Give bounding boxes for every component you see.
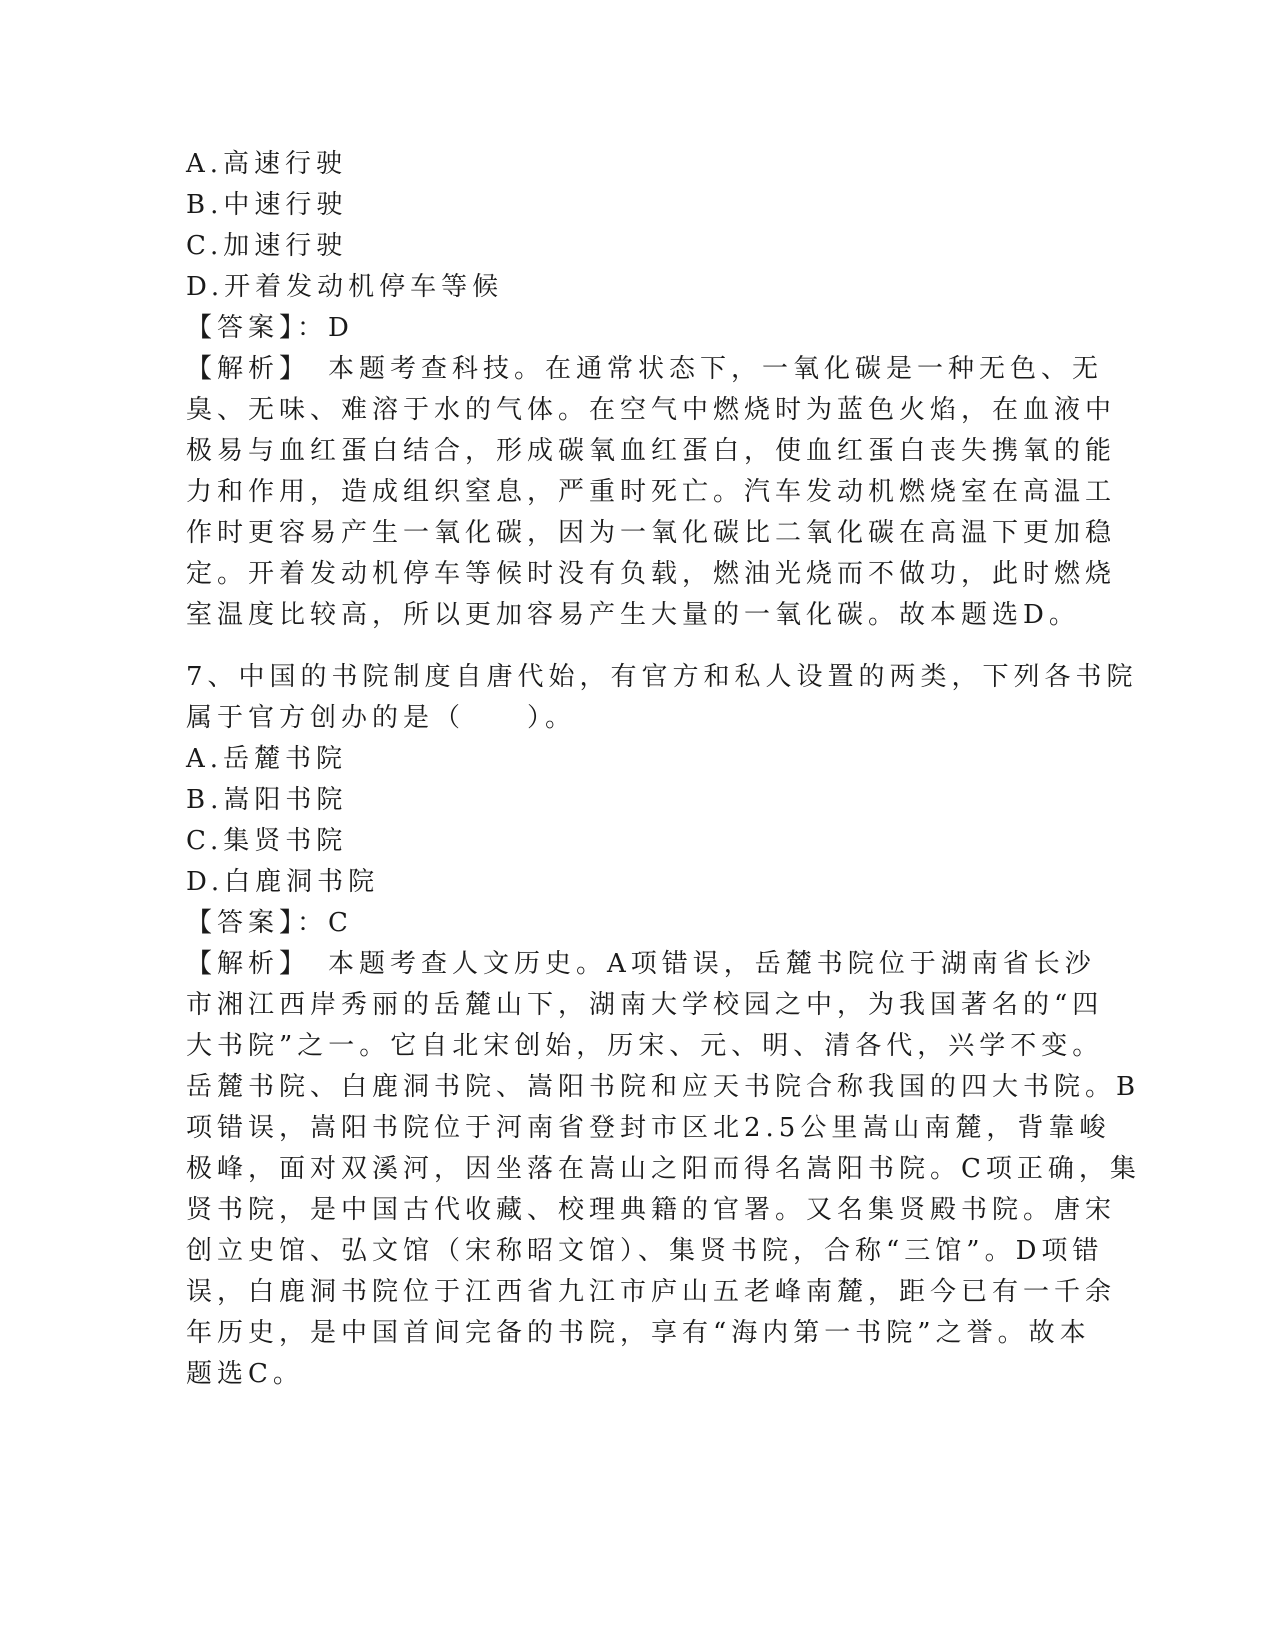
q7-analysis-line: 岳麓书院、白鹿洞书院、嵩阳书院和应天书院合称我国的四大书院。B (186, 1072, 1141, 1102)
q6-analysis-line: 臭、无味、难溶于水的气体。在空气中燃烧时为蓝色火焰，在血液中 (186, 395, 1117, 425)
q6-analysis-line: 【解析】 本题考查科技。在通常状态下，一氧化碳是一种无色、无 (186, 354, 1104, 384)
q6-option-b: B.中速行驶 (186, 190, 348, 220)
q6-analysis-line: 力和作用，造成组织窒息，严重时死亡。汽车发动机燃烧室在高温工 (186, 477, 1117, 507)
q6-option-d: D.开着发动机停车等候 (186, 272, 504, 302)
q7-option-d: D.白鹿洞书院 (186, 867, 380, 897)
q7-question-line: 7、中国的书院制度自唐代始，有官方和私人设置的两类，下列各书院 (186, 662, 1138, 692)
q7-analysis-line: 【解析】 本题考查人文历史。A项错误，岳麓书院位于湖南省长沙 (186, 949, 1096, 979)
q7-option-b: B.嵩阳书院 (186, 785, 348, 815)
q6-option-a: A.高速行驶 (186, 149, 348, 179)
q7-question-line: 属于官方创办的是（ ）。 (186, 703, 577, 733)
q6-analysis-line: 极易与血红蛋白结合，形成碳氧血红蛋白，使血红蛋白丧失携氧的能 (186, 436, 1117, 466)
q7-analysis-line: 年历史，是中国首间完备的书院，享有“海内第一书院”之誉。故本 (186, 1318, 1091, 1348)
q7-analysis-line: 极峰，面对双溪河，因坐落在嵩山之阳而得名嵩阳书院。C项正确，集 (186, 1154, 1141, 1184)
q7-analysis-line: 误，白鹿洞书院位于江西省九江市庐山五老峰南麓，距今已有一千余 (186, 1277, 1117, 1307)
q7-option-a: A.岳麓书院 (186, 744, 348, 774)
q6-answer: 【答案】：D (186, 313, 354, 343)
q7-analysis-line: 题选C。 (186, 1359, 304, 1389)
q7-analysis-line: 市湘江西岸秀丽的岳麓山下，湖南大学校园之中，为我国著名的“四 (186, 990, 1104, 1020)
q7-answer: 【答案】：C (186, 908, 353, 938)
q7-analysis-line: 贤书院，是中国古代收藏、校理典籍的官署。又名集贤殿书院。唐宋 (186, 1195, 1117, 1225)
q6-option-c: C.加速行驶 (186, 231, 348, 261)
q7-option-c: C.集贤书院 (186, 826, 348, 856)
q6-analysis-line: 定。开着发动机停车等候时没有负载，燃油光烧而不做功，此时燃烧 (186, 559, 1117, 589)
q6-analysis-line: 室温度比较高，所以更加容易产生大量的一氧化碳。故本题选D。 (186, 600, 1080, 630)
q7-analysis-line: 创立史馆、弘文馆（宋称昭文馆）、集贤书院，合称“三馆”。D项错 (186, 1236, 1104, 1266)
q7-analysis-line: 项错误，嵩阳书院位于河南省登封市区北2.5公里嵩山南麓，背靠峻 (186, 1113, 1111, 1143)
q7-analysis-line: 大书院”之一。它自北宋创始，历宋、元、明、清各代，兴学不变。 (186, 1031, 1104, 1061)
q6-analysis-line: 作时更容易产生一氧化碳，因为一氧化碳比二氧化碳在高温下更加稳 (186, 518, 1117, 548)
